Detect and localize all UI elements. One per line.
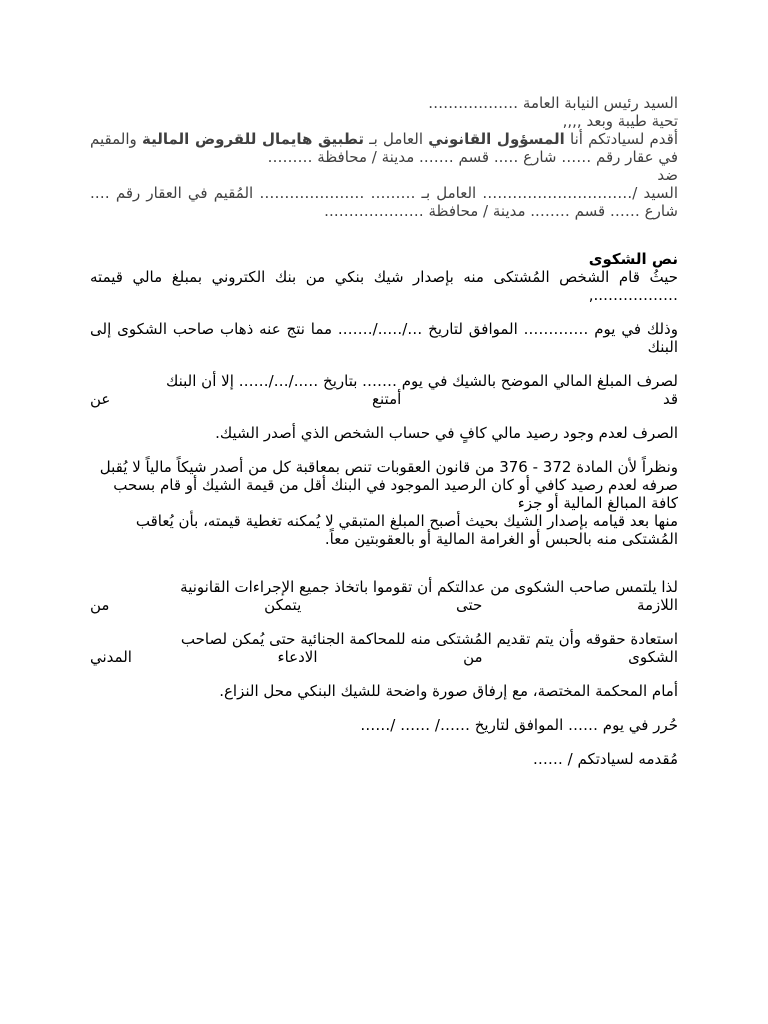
complainant-intro: [90, 130, 678, 166]
intro-text-2: العامل بـ: [364, 130, 429, 148]
date-line: حُرر في يوم …… الموافق لتاريخ ……/ …… /……: [360, 716, 678, 734]
defendant-info: السيد /………………………… العامل بـ ……… ………………… المُقيم في العقار رقم …. شارع …… قسم …….. مدينة / محافظة ………………..: [90, 184, 678, 220]
paragraph-5a: ونظراً لأن المادة 372 - 376 من قانون العقوبات تنص بمعاقبة كل من أصدر شيكاً مالياً لا يُقبل صرفه لعدم رصيد كافي أو كان الرصيد الموجود في البنك أقل من قيمة الشيك أو قام بسحب كافة المبالغ المالية أو جزء: [99, 458, 678, 512]
paragraph-5b: منها بعد قيامه بإصدار الشيك بحيث أصبح المبلغ المتبقي لا يُمكنه تغطية قيمته، بأن يُعاقب المُشتكى منه بالحبس أو الغرامة المالية أو بالعقوبتين معاً.: [135, 512, 678, 548]
complaint-letter: [90, 94, 678, 768]
paragraph-3a: لصرف المبلغ المالي الموضح بالشيك في يوم ……. بتاريخ …../…/…… إلا أن البنك: [165, 372, 678, 390]
paragraph-8: أمام المحكمة المختصة، مع إرفاق صورة واضحة للشيك البنكي محل النزاع.: [219, 682, 678, 700]
paragraph-1: حيثُ قام الشخص المُشتكى منه بإصدار شيك بنكي من بنك الكتروني بمبلغ مالي قيمته ……………..,: [90, 268, 678, 304]
paragraph-2: وذلك في يوم …………. الموافق لتاريخ …/…../……. مما نتج عنه ذهاب صاحب الشكوى إلى البنك: [90, 320, 678, 356]
paragraph-6a: لذا يلتمس صاحب الشكوى من عدالتكم أن تقوموا باتخاذ جميع الإجراءات القانونية: [180, 578, 678, 596]
greeting-line: تحية طيبة وبعد ,,,,: [562, 112, 678, 130]
intro-role: المسؤول القانوني: [428, 130, 565, 148]
signature-line: مُقدمه لسيادتكم / ……: [532, 750, 678, 768]
paragraph-7a: استعادة حقوقه وأن يتم تقديم المُشتكى منه للمحاكمة الجنائية حتى يُمكن لصاحب: [180, 630, 678, 648]
paragraph-7b: الشكوى من الادعاء المدني: [90, 648, 678, 666]
paragraph-3b: قد أمتنع عن: [90, 390, 678, 408]
intro-text-3: والمقيم في عقار رقم …… شارع ….. قسم ……. مدينة / محافظة ………: [90, 130, 678, 166]
intro-text-1: أقدم لسيادتكم أنا: [564, 130, 679, 148]
paragraph-4: الصرف لعدم وجود رصيد مالي كافٍ في حساب الشخص الذي أصدر الشيك.: [215, 424, 678, 442]
paragraph-6b: اللازمة حتى يتمكن من: [90, 596, 678, 614]
addressee-line: السيد رئيس النيابة العامة ………………: [428, 94, 678, 112]
complaint-title: نص الشكوى: [588, 250, 678, 268]
intro-company: تطبيق هايمال للقروض المالية: [141, 130, 365, 148]
against-word: ضد: [657, 166, 678, 184]
